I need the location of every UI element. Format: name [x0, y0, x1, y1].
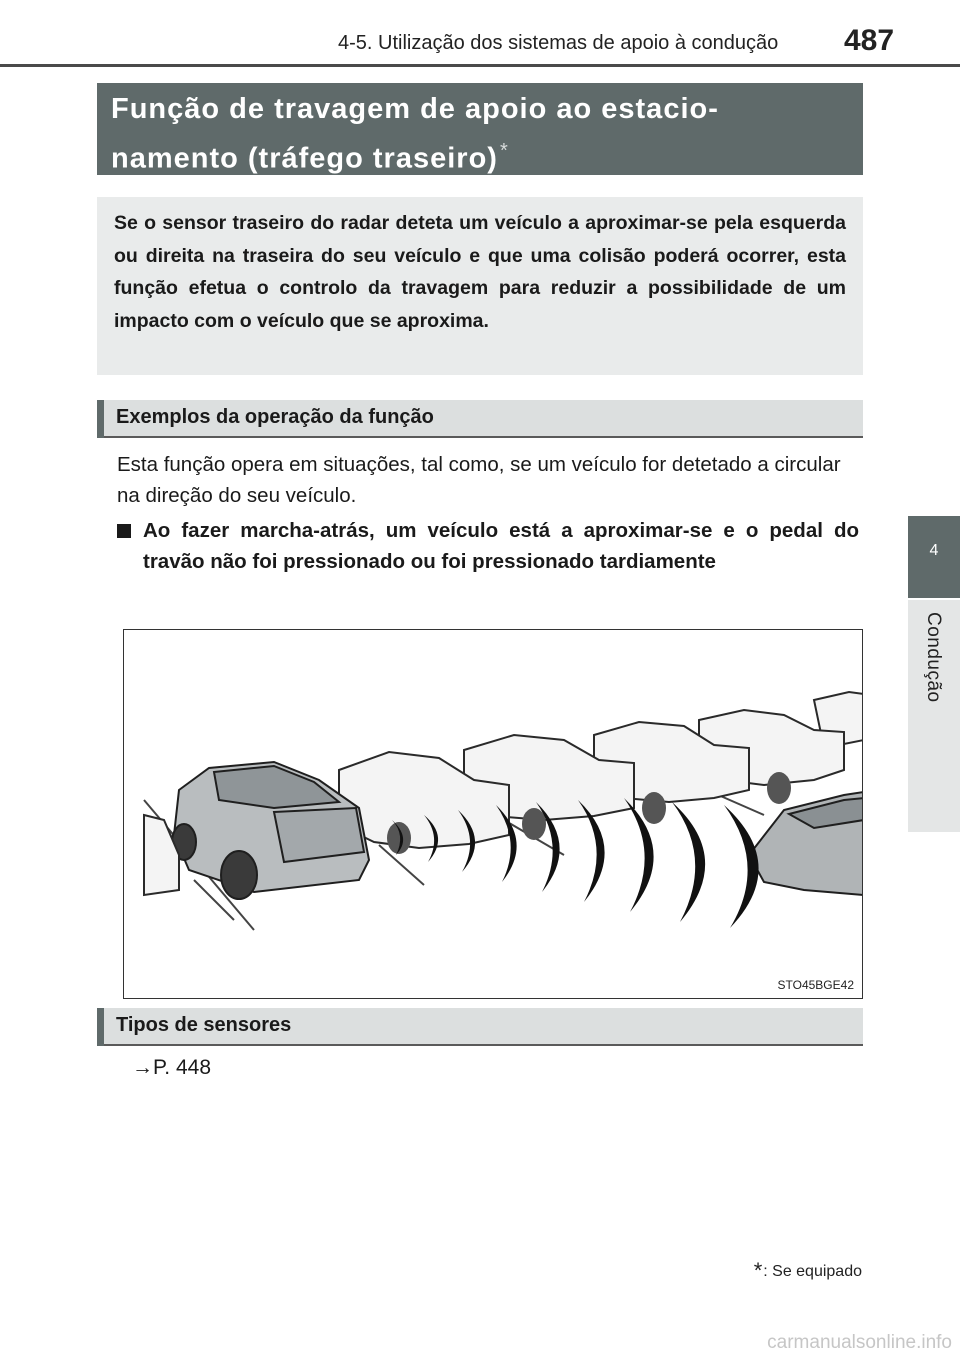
bullet-item [117, 515, 859, 577]
section-heading-examples: Exemplos da operação da função [97, 400, 863, 438]
parking-scene-illustration [124, 630, 863, 999]
illustration-parking-rear-traffic [123, 629, 863, 999]
chapter-tab [908, 600, 960, 832]
figure-code: STO45BGE42 [777, 978, 854, 992]
footnote-text: : Se equipado [763, 1263, 862, 1280]
asterisk-icon: * [499, 140, 509, 162]
examples-body-text: Esta função opera em situações, tal como, se um veículo for detetado a circular na direção do seu veículo. [117, 453, 841, 507]
page-title [97, 83, 863, 175]
chapter-tab-label: Condução [923, 612, 944, 703]
square-bullet-icon [117, 524, 131, 538]
bullet-text: Ao fazer marcha-atrás, um veículo está a aproximar-se e o pedal do travão não foi pressionado ou foi pressionado tardiamente [143, 519, 859, 573]
chapter-tab-number: 4 [908, 516, 960, 598]
header-section-title: 4-5. Utilização dos sistemas de apoio à condução [338, 32, 779, 54]
watermark: carmanualsonline.info [767, 1332, 952, 1353]
page-title-line2-text: namento (tráfego traseiro) [111, 142, 498, 175]
intro-paragraph: Se o sensor traseiro do radar deteta um veículo a aproximar-se pela esquerda ou direita na traseira do seu veículo e que uma colisão poderá ocorrer, esta função efetua o controlo da travagem para reduzir a possibilidade de um impacto com o veículo que se aproxima. [97, 197, 863, 375]
page-title-line1: Função de travagem de apoio ao estacio- [111, 93, 719, 125]
asterisk-icon: * [753, 1258, 763, 1283]
section-heading-sensor-types: Tipos de sensores [97, 1008, 863, 1046]
page-title-line2 [111, 130, 849, 180]
footnote [754, 1258, 862, 1284]
page-reference-link[interactable]: →P. 448 [132, 1056, 212, 1079]
header-rule [0, 64, 960, 67]
page-number: 487 [844, 24, 895, 57]
